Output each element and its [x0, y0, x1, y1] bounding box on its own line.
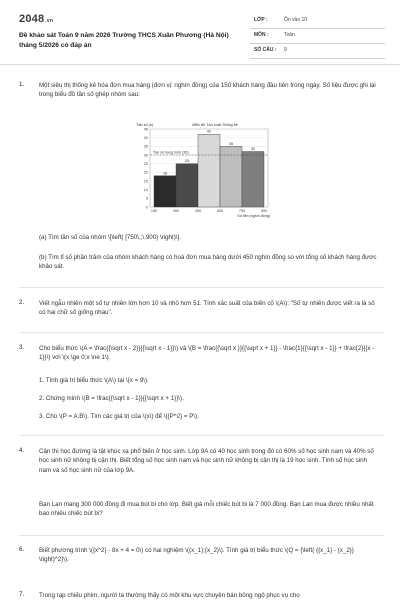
question-number: 3. — [19, 344, 25, 351]
x-tick-label: 150 — [150, 209, 158, 213]
reference-line-label: Tần số trung bình (30) — [153, 150, 189, 155]
header — [0, 0, 400, 62]
x-tick-label: 300 — [172, 209, 180, 213]
question-part-a: (a) Tìm tần số của nhóm \[\left( [750\,;\,900} \right)\]. — [39, 234, 181, 241]
question-text: Biết phương trình \({x^2} - 8x + 4 = 0\) có hai nghiệm \({x_1};{x_2}\). Tính giá trị biểu thức \(Q = {\left( {{x_1} - {x_2}} \right)^2}\). — [39, 547, 354, 564]
chart-title: Biểu đồ Tần suất Thống kê — [192, 123, 238, 127]
y-tick-label: 35 — [143, 144, 148, 149]
question-number: 1. — [19, 81, 25, 88]
bar — [198, 134, 220, 207]
info-label: MÔN : — [254, 32, 269, 38]
x-tick-label: 450 — [194, 209, 202, 213]
x-tick-label: 900 — [260, 209, 268, 213]
bar — [242, 152, 264, 207]
bar — [176, 164, 198, 207]
y-tick-label: 0 — [145, 205, 148, 210]
bar-value-label: 25 — [184, 159, 190, 164]
question-subpart-3: 3. Cho \(P = A.B\). Tìm các giá trị của \(x\) để \({P^2} = P\). — [39, 413, 199, 420]
bar-value-label: 32 — [250, 147, 256, 152]
x-tick-label: 750 — [238, 209, 246, 213]
info-value: Ôn vào 10 — [284, 17, 308, 23]
x-tick-label: 600 — [216, 209, 224, 213]
bar-value-label: 18 — [162, 171, 168, 176]
info-label: LỚP : — [254, 17, 268, 23]
y-axis-label: Tần số (n) — [136, 123, 154, 127]
y-tick-label: 20 — [143, 170, 148, 175]
chart-svg — [130, 117, 290, 221]
question-number: 4. — [19, 447, 25, 454]
question-subpart-2: 2. Chứng minh \(B = \frac{{\sqrt x - 1}}{{\sqrt x + 1}}\). — [39, 395, 184, 402]
question-number: 2. — [19, 299, 25, 306]
question-subpart-1: 1. Tính giá trị biểu thức \(A\) tại \(x = 9\). — [39, 377, 149, 384]
question-text: Một siêu thị thống kê hóa đơn mua hàng (đơn vị: nghìn đồng) của 150 khách hàng đầu tiên trong ngày. Số liệu được ghi lại trong biểu đồ tần số ghép nhóm sau: — [39, 82, 376, 99]
exam-title: Đề khảo sát Toán 9 năm 2026 Trường THCS Xuân Phương (Hà Nội) tháng 5/2026 có đáp án — [19, 32, 229, 50]
question-text: Viết ngẫu nhiên một số tự nhiên lớn hơn 10 và nhỏ hơn 51. Tính xác suất của biến cố \(A\): "Số tự nhiên được viết ra là số có hai chữ số giống nhau". — [39, 300, 375, 317]
question-text: Cận thị học đường là tật khúc xạ phổ biến ở học sinh. Lớp 9A có 40 học sinh trong đó có 60% số học sinh nam và 40% số học sinh nữ không bị cận thị. Biết tổng số học sinh nam và học sinh nữ không bị cận thị là 19 học sinh. Tính số học sinh nam và số học sinh nữ của lớp 9A. — [39, 448, 374, 474]
y-tick-label: 10 — [143, 188, 148, 193]
question-separator — [19, 435, 384, 436]
site-logo[interactable] — [19, 12, 53, 28]
info-table — [250, 14, 385, 59]
header-divider — [0, 64, 400, 65]
question-text: Trong rạp chiếu phim, người ta thường thấy có một khu vực chuyên bán bỏng ngô phục vụ cho — [39, 592, 300, 599]
question-separator — [19, 535, 384, 536]
y-tick-label: 30 — [143, 153, 148, 158]
y-tick-label: 5 — [145, 196, 148, 201]
info-row-subject — [250, 29, 385, 44]
info-row-class — [250, 14, 385, 29]
question-text: Bạn Lan mang 300 000 đồng đi mua bút bi cho lớp. Biết giá mỗi chiếc bút bi là 7 000 đồng. Bạn Lan mua được nhiều nhất bao nhiêu chiếc bút bi? — [39, 501, 374, 518]
bar — [154, 176, 176, 207]
logo-text: 2048 — [19, 13, 45, 25]
question-separator — [19, 332, 384, 333]
y-tick-label: 15 — [143, 179, 148, 184]
x-axis-label: Số tiền (nghìn đồng) — [237, 214, 270, 218]
question-number: 7. — [19, 591, 25, 598]
info-row-question-count — [250, 44, 385, 59]
info-value: Toán — [284, 32, 295, 38]
frequency-chart — [130, 117, 290, 221]
question-text: Cho biểu thức \(A = \frac{{\sqrt x - 2}}{{\sqrt x - 1}}\) và \(B = \frac{{\sqrt x }}{{\sqrt x + 1}} - \frac{1}{{\sqrt x - 1}} + \frac{2}{{x - 1}}\) với \(x \ge 0;x \ne 1\). — [39, 345, 375, 362]
y-tick-label: 45 — [143, 127, 148, 132]
question-separator — [19, 287, 384, 288]
y-tick-label: 25 — [143, 162, 148, 167]
y-tick-label: 40 — [143, 136, 148, 141]
bar-value-label: 42 — [206, 129, 212, 134]
info-label: SỐ CÂU : — [254, 47, 277, 53]
logo-suffix: .vn — [45, 18, 54, 24]
question-part-b: (b) Tìm tỉ số phần trăm của nhóm khách hàng có hoá đơn mua hàng dưới 450 nghìn đồng so với tổng số khách hàng được khảo sát. — [39, 254, 377, 271]
info-value: 9 — [284, 47, 287, 53]
bar-value-label: 35 — [228, 141, 234, 146]
bar — [220, 146, 242, 207]
question-number: 6. — [19, 546, 25, 553]
